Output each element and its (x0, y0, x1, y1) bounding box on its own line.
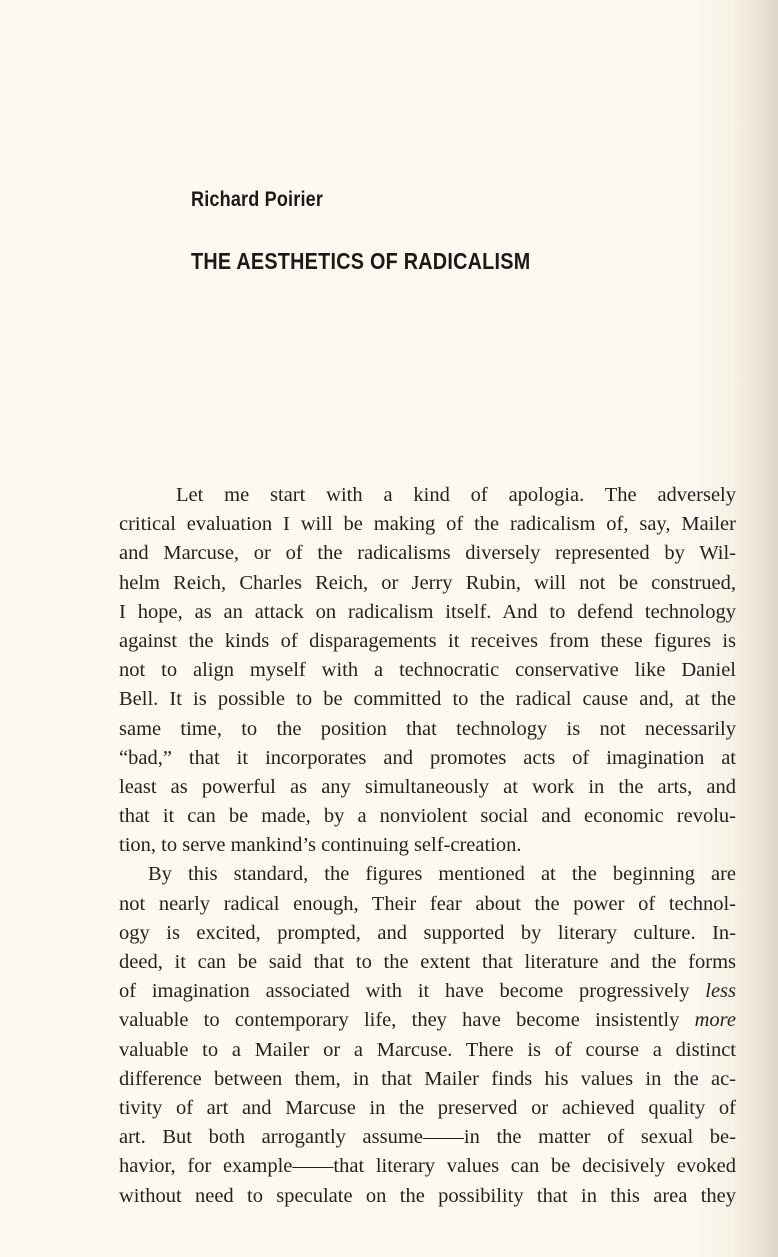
emphasis-text: less (705, 980, 736, 1003)
text-line: I hope, as an attack on radicalism itself. And to defend technology (119, 600, 736, 623)
text-line (119, 1006, 736, 1035)
text-run: valuable to contemporary life, they have become insistently (119, 1009, 695, 1032)
text-line: deed, it can be said that to the extent that literature and the forms (119, 951, 736, 973)
text-line: that it can be made, by a nonviolent social and economic revolu- (119, 805, 736, 828)
text-line: art. But both arrogantly assume——in the matter of sexual be- (119, 1126, 736, 1149)
text-line: difference between them, in that Mailer finds his values in the ac- (119, 1067, 736, 1090)
emphasis-text: more (694, 1009, 736, 1032)
text-line: critical evaluation I will be making of the radicalism of, say, Mailer (119, 513, 736, 536)
text-line: havior, for example——that literary values can be decisively evoked (119, 1155, 736, 1178)
text-line: without need to speculate on the possibility that in this area they (119, 1184, 736, 1207)
text-line: valuable to a Mailer or a Marcuse. There is of course a distinct (119, 1038, 736, 1061)
text-run: of imagination associated with it have become progressively (119, 980, 706, 1003)
text-line: By this standard, the figures mentioned at the beginning are (148, 863, 736, 886)
text-line: tion, to serve mankind’s continuing self-creation. (119, 834, 522, 857)
text-line: and Marcuse, or of the radicalisms diversely represented by Wil- (119, 542, 736, 565)
text-line: Let me start with a kind of apologia. The adversely (176, 484, 736, 506)
text-line: helm Reich, Charles Reich, or Jerry Rubin, will not be construed, (119, 571, 736, 594)
text-line: Bell. It is possible to be committed to the radical cause and, at the (119, 688, 736, 711)
paragraph-1 (119, 481, 736, 860)
text-line: least as powerful as any simultaneously at work in the arts, and (119, 775, 736, 798)
text-line: same time, to the position that technology is not necessarily (119, 717, 736, 740)
essay-title: THE AESTHETICS OF RADICALISM (191, 248, 531, 274)
body-text (119, 481, 736, 1211)
text-line: “bad,” that it incorporates and promotes acts of imagination at (119, 746, 736, 769)
text-line: ogy is excited, prompted, and supported by literary culture. In- (119, 921, 736, 944)
text-line (119, 977, 736, 1006)
text-line: not to align myself with a technocratic conservative like Daniel (119, 659, 736, 682)
text-line: tivity of art and Marcuse in the preserved or achieved quality of (119, 1096, 736, 1119)
text-line: against the kinds of disparagements it receives from these figures is (119, 629, 736, 652)
paragraph-2 (119, 860, 736, 1210)
author-name: Richard Poirier (191, 188, 324, 211)
text-line: not nearly radical enough, Their fear about the power of technol- (119, 892, 736, 915)
